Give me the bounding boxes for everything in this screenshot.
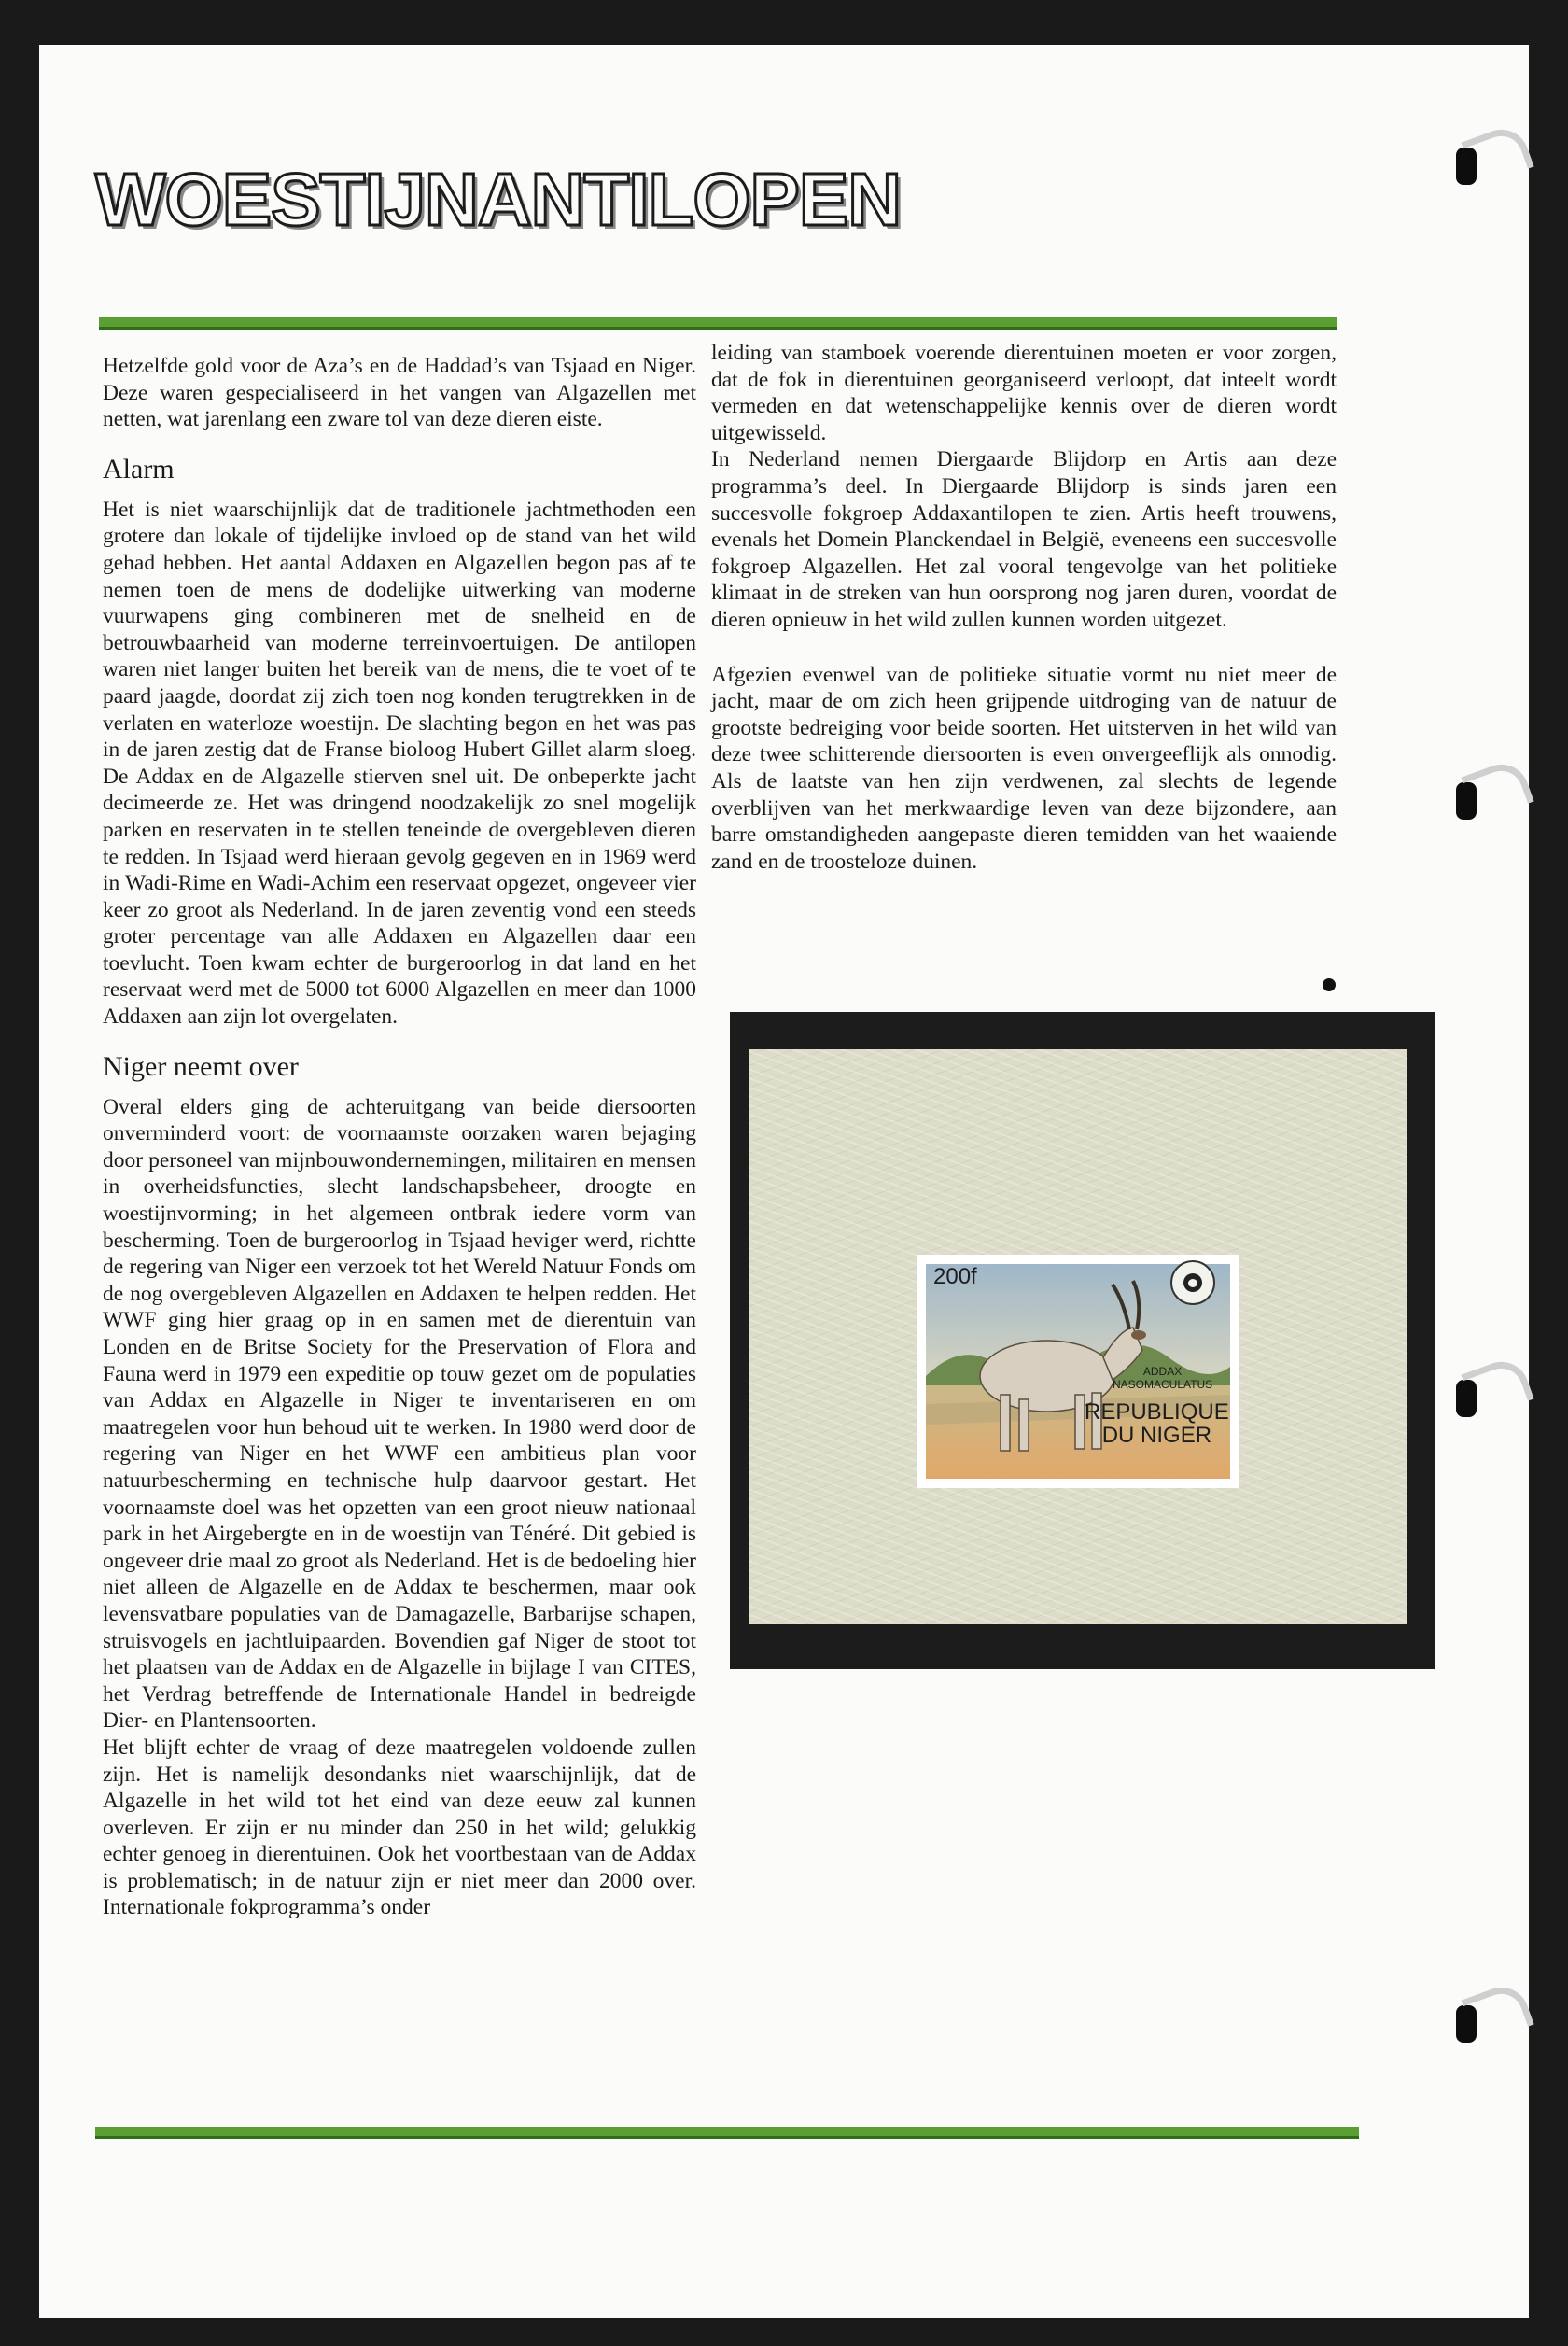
right-text-column [711, 340, 1337, 875]
country-line-2: DU NIGER [1101, 1423, 1212, 1448]
stamp-species-name [1113, 1365, 1212, 1391]
wwf-panda-icon [1170, 1260, 1215, 1305]
species-epithet: NASOMACULATUS [1113, 1378, 1213, 1391]
conclusion-paragraph: Afgezien evenwel van de politieke situatie vormt nu niet meer de jacht, maar de om zich heen grijpende uitdroging van de natuur de grootste bedreiging voor beide soorten. Het uitsterven in het wild van deze twee schitterende diersoorten is even onvergeeflijk als onnodig. Als de laatste van hen zijn verdwenen, zal slechts de legende overblijven van het merkwaardige leven van deze bijzondere, aan barre omstandigheden aangepaste dieren temidden van het waaiende zand en de troosteloze duinen. [711, 662, 1337, 874]
album-page [39, 45, 1529, 2318]
souvenir-sheet [749, 1049, 1407, 1624]
netherlands-paragraph: In Nederland nemen Diergaarde Blijdorp en Artis aan deze programma’s deel. In Diergaarde Blijdorp is sinds jaren een succesvolle fokgroep Addaxantilopen te zien. Artis heeft trouwens, evenals het Domein Planckendael in België, eveneens een succesvolle fokgroep Algazellen. Het zal vooral tengevolge van het politieke klimaat in de streken van hun oorsprong nog jaren duren, voordat de dieren opnieuw in het wild zullen kunnen worden uitgezet. [711, 447, 1337, 632]
section-heading-niger: Niger neemt over [103, 1050, 299, 1082]
stamp-country [1085, 1400, 1229, 1447]
section-heading-alarm: Alarm [103, 453, 175, 485]
binder-ring-icon [1456, 131, 1512, 192]
stamp-value: 200f [933, 1264, 977, 1289]
panda-mark [1183, 1273, 1202, 1292]
stamp [917, 1255, 1239, 1488]
stamp-mount [730, 1012, 1435, 1669]
niger-paragraph: Overal elders ging de achteruitgang van beide diersoorten onverminderd voort: de voornaamste oorzaken waren bejaging door personeel van mijnbouwondernemingen, militairen en mensen in overheidsfuncties, slecht landschapsbeheer, droogte en woestijnvorming; in het algemeen ontbrak iedere vorm van bescherming. Toen de burgeroorlog in Tsjaad heviger werd, richtte de regering van Niger een verzoek tot het Wereld Natuur Fonds om de nog overgebleven Algazellen en Addaxen te helpen redden. Het WWF ging hier graag op in en samen met de dierentuin van Londen en de Britse Society for the Preservation of Flora and Fauna werd in 1979 een expeditie op touw gezet om de populaties van Addax en Algazelle in Niger te inventariseren en om maatregelen voor hun behoud uit te werken. In 1980 werd door de regering van Niger en het WWF een ambitieus plan voor natuurbescherming en technische hulp daarvoor gestart. Het voornaamste doel was het opzetten van een groot nieuw nationaal park in het Airgebergte en in de woestijn van Ténéré. Dit gebied is ongeveer drie maal zo groot als Nederland. Het is de bedoeling hier niet alleen de Algazelle en de Addax te beschermen, maar ook levensvatbare populaties van de Damagazelle, Barbarijse schapen, struisvogels en jachtluipaarden. Bovendien gaf Niger de stoot tot het plaatsen van de Addax en de Algazelle in bijlage I van CITES, het Verdrag betreffende de Internationale Handel in bedreigde Dier- en Plantensoorten. [103, 1094, 696, 1734]
binder-ring-icon [1456, 1988, 1512, 2050]
page-title: WOESTIJNANTILOPEN [95, 158, 902, 241]
country-line-1: REPUBLIQUE [1085, 1399, 1229, 1425]
intro-paragraph: Hetzelfde gold voor de Aza’s en de Haddad’s van Tsjaad en Niger. Deze waren gespecialiseerd in het vangen van Algazellen met netten, wat jarenlang een zware tol van deze dieren eiste. [103, 354, 696, 432]
species-genus: ADDAX [1142, 1365, 1183, 1378]
top-green-rule [99, 317, 1337, 330]
binder-ring-icon [1456, 1363, 1512, 1425]
alarm-paragraph: Het is niet waarschijnlijk dat de traditionele jachtmethoden een grotere dan lokale of tijdelijke invloed op de stand van het wild gehad hebben. Het aantal Addaxen en Algazellen begon pas af te nemen toen de mens de dodelijke uitwerking van moderne vuurwapens ging combineren met de snelheid en de betrouwbaarheid van moderne terreinvoertuigen. De antilopen waren niet langer buiten het bereik van de mens, die te voet of te paard jaagde, doordat zij zich toen nog konden terugtrekken in de verlaten en waterloze woestijn. De slachting begon en het was pas in de jaren zestig dat de Franse bioloog Hubert Gillet alarm sloeg. De Addax en de Algazelle stierven snel uit. De onbeperkte jacht decimeerde ze. Het was dringend noodzakelijk zo snel mogelijk parken en reservaten in te stellen teneinde de overgebleven dieren te redden. In Tsjaad werd hieraan gevolg gegeven en in 1969 werd in Wadi-Rime en Wadi-Achim een reservaat opgezet, ongeveer vier keer zo groot als Nederland. In de jaren zeventig vond een steeds groter percentage van alle Addaxen en Algazellen daar een toevlucht. Toen kwam echter de burgeroorlog in dat land en het reservaat werd met de 5000 tot 6000 Algazellen en meer dan 1000 Addaxen aan zijn lot overgelaten. [103, 497, 696, 1030]
breeding-paragraph: leiding van stamboek voerende dierentuinen moeten er voor zorgen, dat de fok in dierentuinen georganiseerd verloopt, dat inteelt wordt vermeden en dat wetenschappelijke kennis over de dieren wordt uitgewisseld. [711, 341, 1337, 445]
binder-ring-icon [1456, 766, 1512, 827]
end-of-text-bullet [1323, 978, 1336, 991]
left-text-column [103, 353, 696, 1921]
niger-paragraph-continued: Het blijft echter de vraag of deze maatregelen voldoende zullen zijn. Het is namelijk desondanks niet waarschijnlijk, dat de Algazelle in het wild tot het eind van deze eeuw zal kunnen overleven. Er zijn er nu minder dan 250 in het wild; gelukkig echter genoeg in dierentuinen. Ook het voortbestaan van de Addax is problematisch; in de natuur zijn er niet meer dan 2000 over. Internationale fokprogramma’s onder [103, 1735, 696, 1920]
paragraph-gap [711, 634, 1337, 662]
bottom-green-rule [95, 2127, 1359, 2139]
